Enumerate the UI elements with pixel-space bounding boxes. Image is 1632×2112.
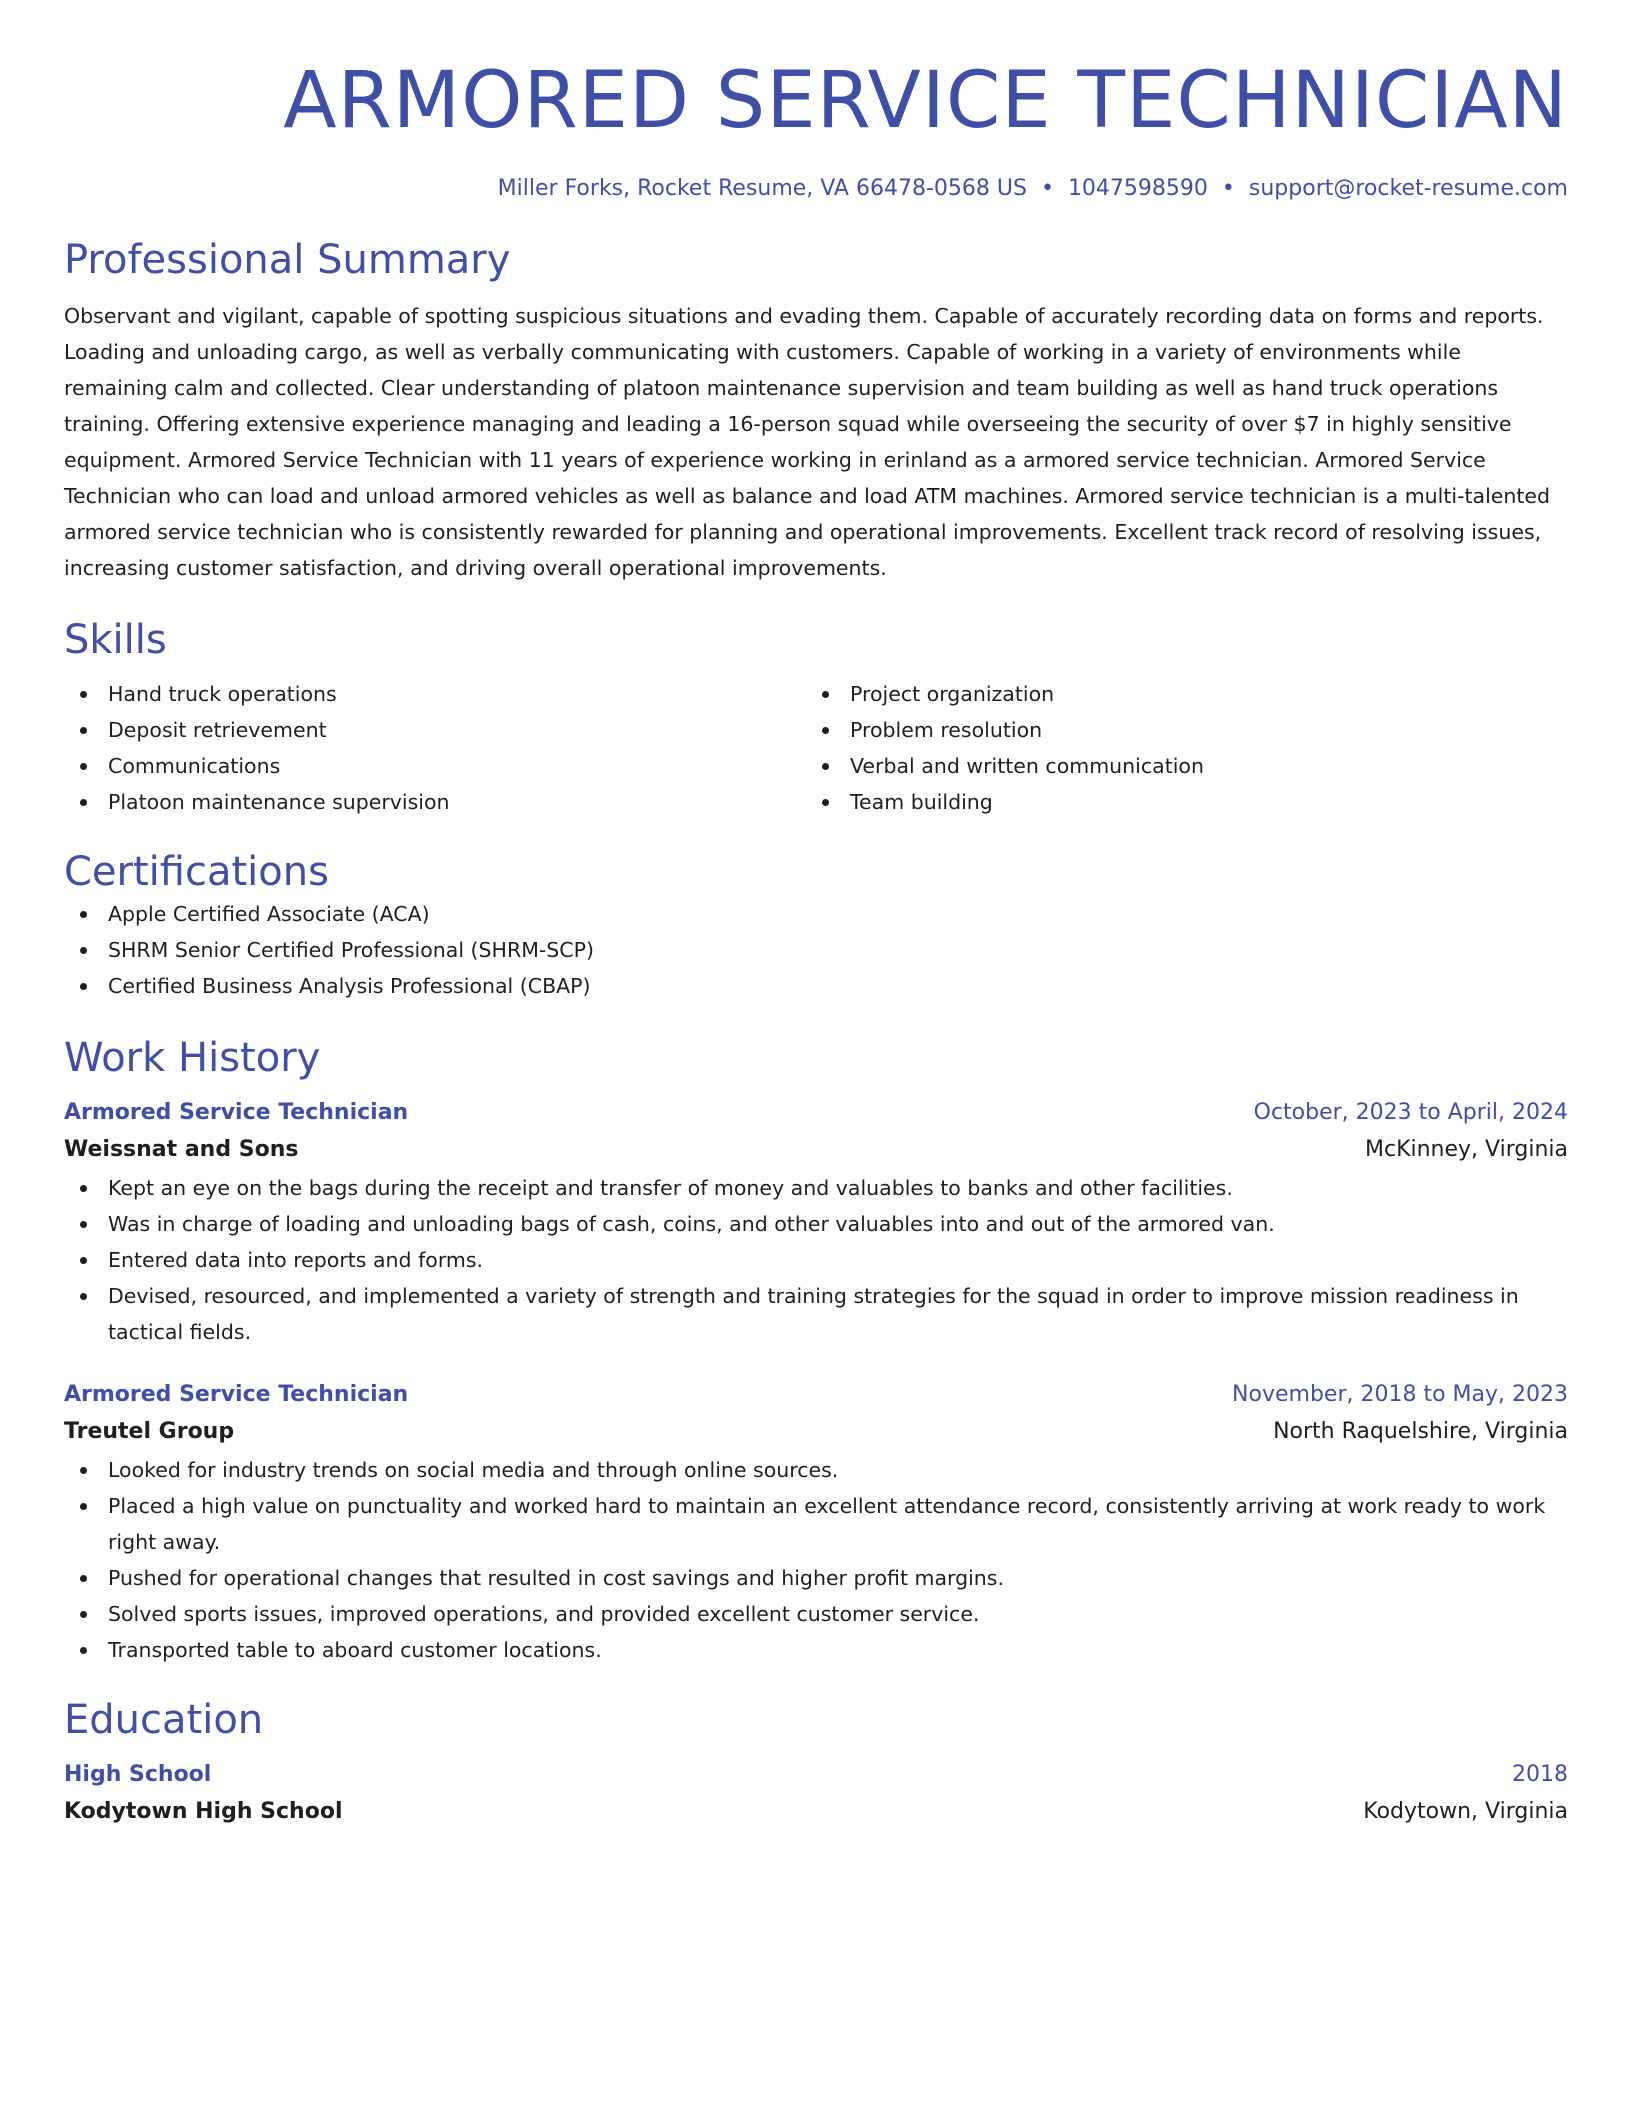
school-location: Kodytown, Virginia bbox=[1363, 1799, 1568, 1824]
company-name: Treutel Group bbox=[64, 1419, 235, 1444]
job-header-row bbox=[64, 1378, 1568, 1412]
resume-header bbox=[64, 0, 1568, 204]
responsibility-item: Kept an eye on the bags during the receipt and transfer of money and valuables to banks and other facilities. bbox=[64, 1170, 1568, 1206]
email-link[interactable]: support@rocket-resume.com bbox=[1248, 176, 1568, 201]
job-header-row bbox=[64, 1096, 1568, 1130]
certifications-list bbox=[64, 896, 1568, 1004]
skill-item: Deposit retrievement bbox=[64, 712, 806, 748]
contact-line bbox=[64, 174, 1568, 204]
education-heading: Education bbox=[64, 1697, 264, 1743]
job-responsibilities bbox=[64, 1170, 1568, 1350]
address: Miller Forks, Rocket Resume, VA 66478-0568 US bbox=[497, 176, 1027, 201]
responsibility-item: Solved sports issues, improved operations, and provided excellent customer service. bbox=[64, 1596, 1568, 1632]
contact-separator: • bbox=[1040, 176, 1054, 201]
certifications-heading: Certifications bbox=[64, 849, 329, 895]
certification-item: Apple Certified Associate (ACA) bbox=[64, 896, 1568, 932]
responsibility-item: Devised, resourced, and implemented a variety of strength and training strategies for the squad in order to improve mission readiness in tactical fields. bbox=[64, 1278, 1568, 1350]
skills-list-right bbox=[806, 676, 1548, 820]
resume-page bbox=[64, 0, 1568, 1832]
skill-item: Hand truck operations bbox=[64, 676, 806, 712]
school-name: Kodytown High School bbox=[64, 1799, 343, 1824]
education-section bbox=[64, 1696, 1568, 1832]
summary-section bbox=[64, 236, 1568, 586]
job-location: North Raquelshire, Virginia bbox=[1273, 1419, 1568, 1444]
skill-item: Verbal and written communication bbox=[806, 748, 1548, 784]
responsibility-item: Transported table to aboard customer locations. bbox=[64, 1632, 1568, 1668]
graduation-year: 2018 bbox=[1512, 1762, 1568, 1787]
skills-grid bbox=[64, 676, 1568, 820]
candidate-name: ARMORED SERVICE TECHNICIAN bbox=[283, 56, 1568, 146]
company-name: Weissnat and Sons bbox=[64, 1137, 299, 1162]
phone: 1047598590 bbox=[1067, 176, 1208, 201]
responsibility-item: Was in charge of loading and unloading bags of cash, coins, and other valuables into and out of the armored van. bbox=[64, 1206, 1568, 1242]
responsibility-item: Looked for industry trends on social media and through online sources. bbox=[64, 1452, 1568, 1488]
education-header-row bbox=[64, 1758, 1568, 1792]
responsibility-item: Pushed for operational changes that resulted in cost savings and higher profit margins. bbox=[64, 1560, 1568, 1596]
skill-item: Platoon maintenance supervision bbox=[64, 784, 806, 820]
work-history-heading: Work History bbox=[64, 1035, 321, 1081]
job-dates: October, 2023 to April, 2024 bbox=[1253, 1100, 1568, 1125]
skill-item: Team building bbox=[806, 784, 1548, 820]
skill-item: Problem resolution bbox=[806, 712, 1548, 748]
job-title: Armored Service Technician bbox=[64, 1382, 409, 1407]
job-title: Armored Service Technician bbox=[64, 1100, 409, 1125]
job-location: McKinney, Virginia bbox=[1365, 1137, 1568, 1162]
skills-heading: Skills bbox=[64, 617, 167, 663]
skill-item: Project organization bbox=[806, 676, 1548, 712]
job-responsibilities bbox=[64, 1452, 1568, 1668]
contact-separator: • bbox=[1221, 176, 1235, 201]
responsibility-item: Entered data into reports and forms. bbox=[64, 1242, 1568, 1278]
job-company-row bbox=[64, 1130, 1568, 1170]
job-company-row bbox=[64, 1412, 1568, 1452]
job-dates: November, 2018 to May, 2023 bbox=[1232, 1382, 1568, 1407]
certifications-section bbox=[64, 848, 1568, 1004]
certification-item: Certified Business Analysis Professional (CBAP) bbox=[64, 968, 1568, 1004]
responsibility-item: Placed a high value on punctuality and worked hard to maintain an excellent attendance record, consistently arriving at work ready to work right away. bbox=[64, 1488, 1568, 1560]
skill-item: Communications bbox=[64, 748, 806, 784]
degree: High School bbox=[64, 1762, 212, 1787]
skills-section bbox=[64, 616, 1568, 820]
summary-text: Observant and vigilant, capable of spotting suspicious situations and evading them. Capable of accurately recording data on forms and reports. Loading and unloading cargo, as well as verbally communicating with customers. Capable of working in a variety of environments while remaining calm and collected. Clear understanding of platoon maintenance supervision and team building as well as hand truck operations training. Offering extensive experience managing and leading a 16-person squad while overseeing the security of over $7 in highly sensitive equipment. Armored Service Technician with 11 years of experience working in erinland as a armored service technician. Armored Service Technician who can load and unload armored vehicles as well as balance and load ATM machines. Armored service technician is a multi-talented armored service technician who is consistently rewarded for planning and operational improvements. Excellent track record of resolving issues, increasing customer satisfaction, and driving overall operational improvements. bbox=[64, 304, 1551, 580]
job-entry bbox=[64, 1096, 1568, 1350]
summary-heading: Professional Summary bbox=[64, 237, 511, 283]
education-entry bbox=[64, 1758, 1568, 1832]
job-entry bbox=[64, 1378, 1568, 1668]
education-school-row bbox=[64, 1792, 1568, 1832]
work-history-section bbox=[64, 1034, 1568, 1668]
certification-item: SHRM Senior Certified Professional (SHRM-SCP) bbox=[64, 932, 1568, 968]
skills-list-left bbox=[64, 676, 806, 820]
